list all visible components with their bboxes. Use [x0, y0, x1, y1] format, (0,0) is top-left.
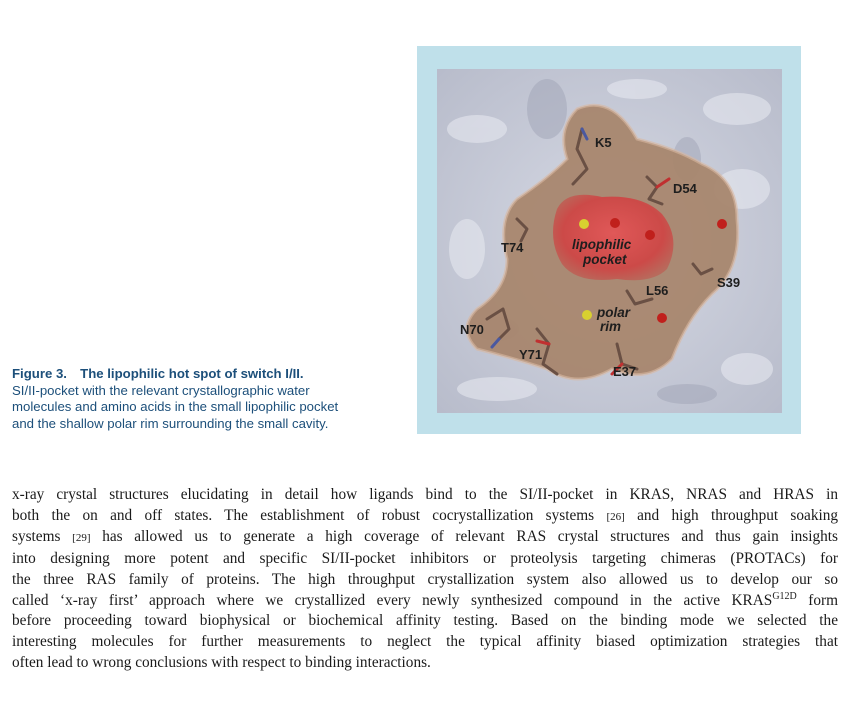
label-y71: Y71 [519, 347, 543, 362]
figure-caption [12, 366, 407, 432]
label-polar: polar [597, 305, 631, 320]
caption-line: molecules and amino acids in the small lipophilic pocket [12, 399, 339, 415]
body-line: before proceeding toward biophysical or biochemical affinity testing. Based on the binding mode we selected the [12, 612, 838, 630]
body-text-segment: both the on and off states. The establishment of robust cocrystallization systems [12, 506, 595, 524]
citation: [29] [72, 532, 91, 545]
label-e37: E37 [613, 364, 637, 379]
body-text-segment: systems [12, 528, 61, 546]
caption-line: SI/II-pocket with the relevant crystallographic water [12, 382, 310, 398]
protein-surface-figure [437, 69, 782, 413]
body-text-segment: called ‘x-ray first’ approach where we crystallized every newly synthesized compound in the active KRAS [12, 591, 773, 609]
ligand-sphere [579, 219, 589, 229]
label-n70: N70 [460, 322, 484, 337]
body-line: the three RAS family of proteins. The high throughput crystallization system also allowed us to develop our so [12, 570, 838, 588]
label-t74: T74 [501, 240, 524, 255]
superscript: G12D [772, 590, 797, 602]
body-line: interesting molecules for further measurements to neglect the typical affinity biased optimization strategies that [12, 632, 838, 650]
body-line: x-ray crystal structures elucidating in detail how ligands bind to the SI/II-pocket in KRAS, NRAS and HRAS in [12, 486, 838, 503]
label-rim: rim [600, 319, 622, 334]
body-line [12, 527, 838, 549]
body-line: often lead to wrong conclusions with respect to binding interactions. [12, 653, 431, 671]
body-text-segment: and high throughput soaking [637, 506, 839, 524]
label-pocket: pocket [583, 252, 627, 267]
label-l56: L56 [646, 283, 669, 298]
caption-line: and the shallow polar rim surrounding the small cavity. [12, 415, 329, 431]
label-k5: K5 [595, 135, 612, 150]
body-line [12, 591, 838, 612]
water-sphere [645, 230, 655, 240]
caption-title: Figure 3. The lipophilic hot spot of switch I/II. [12, 366, 304, 381]
label-lipophilic: lipophilic [572, 237, 632, 252]
water-sphere [717, 219, 727, 229]
water-sphere [657, 313, 667, 323]
body-text-segment: form [808, 591, 839, 609]
body-paragraph [12, 485, 838, 673]
water-sphere [610, 218, 620, 228]
ligand-sphere [582, 310, 592, 320]
citation: [26] [606, 510, 625, 523]
label-d54: D54 [673, 181, 697, 196]
label-s39: S39 [717, 275, 741, 290]
body-line: into designing more potent and specific SI/II-pocket inhibitors or proteolysis targeting chimeras (PROTACs) for [12, 550, 838, 568]
body-line [12, 506, 838, 528]
body-text-segment: has allowed us to generate a high coverage of relevant RAS crystal structures and thus gain insights [102, 528, 839, 546]
